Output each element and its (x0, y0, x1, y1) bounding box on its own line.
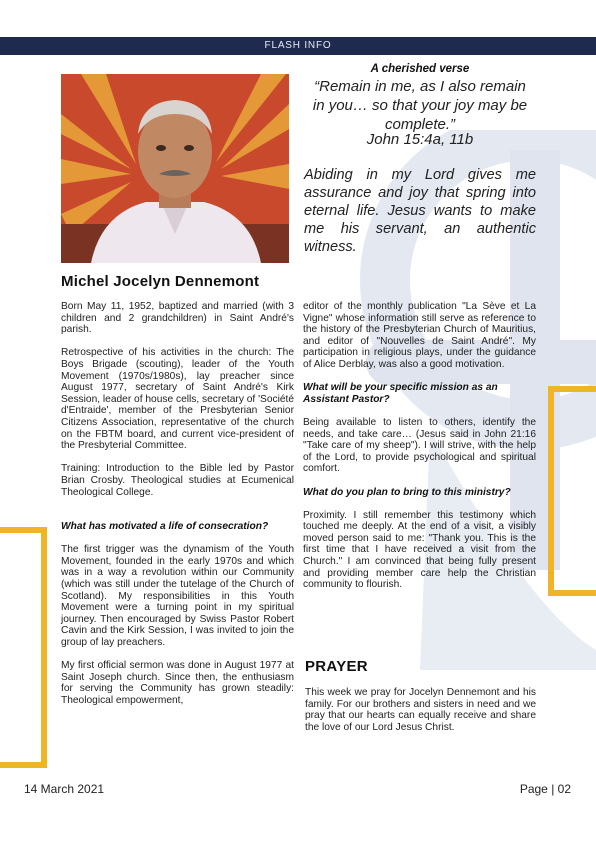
paragraph-mission: Being available to listen to others, identify the needs, and take care… (Jesus said in John 21:16 "Take care of my sheep"). I will strive, with the help of the Lord, to provide psychological and spiritual comfort. (303, 416, 536, 475)
verse-line: complete.” (384, 116, 456, 133)
prayer-text: This week we pray for Jocelyn Dennemont and his family. For our brothers and sisters in need and we pray that our hearts can equally receive and share the love of our Lord Jesus Christ. (305, 687, 536, 733)
paragraph-retrospective: Retrospective of his activities in the church: The Boys Brigade (scouting), leader of the Youth Movement (1970s/1980s), lay preacher since August 1977, secretary of Saint André's Kirk Session, leader of house cells, secretary of 'Société d'Entraide', member of the Presbyterian Senior Citizens Association, representative of the church on the FBTM board, and current vice-president of the Presbyterial Committee. (61, 347, 294, 452)
paragraph-first-sermon: My first official sermon was done in August 1977 at Saint Joseph church. Since then, the enthusiasm for serving the Community has grown steadily: Theological empowerment, (61, 660, 294, 706)
verse-line: in you… so that your joy may be (312, 97, 528, 114)
question-ministry: What do you plan to bring to this ministry? (303, 486, 511, 498)
verse-line: “Remain in me, as I also remain (314, 78, 526, 95)
footer-page-number: Page | 02 (519, 782, 571, 796)
accent-bar-left-bottom (0, 762, 47, 768)
verse-heading: A cherished verse (370, 63, 470, 75)
banner-title: FLASH INFO (264, 40, 332, 51)
paragraph-trigger: The first trigger was the dynamism of the Youth Movement, founded in the early 1970s and which was in a way a revolution within our Community (which was still under the tutelage of the Church of Scotland). My responsibilities in this Youth Movement were a turning point in my spiritual journey. Then encouraged by Swiss Pastor Robert Cavin and the Kirk Session, I was invited to join the group of lay preachers. (61, 544, 294, 649)
accent-bar-left-side (41, 527, 47, 768)
accent-bar-right-bottom (548, 590, 596, 596)
verse-text (303, 77, 537, 134)
paragraph-birth: Born May 11, 1952, baptized and married (with 3 children and 2 grandchildren) in Saint André's parish. (61, 301, 294, 336)
paragraph-editor: editor of the monthly publication "La Sève et La Vigne" whose information still serve as reference to the history of the Presbyterian Church of Mauritius, and editor of "Nouvelles de Saint André". My participation in religious plays, under the guidance of Alice Derblay, was also a good motivation. (303, 301, 536, 370)
accent-bar-right-side (548, 386, 554, 596)
accent-bar-right-top (548, 386, 596, 392)
paragraph-proximity: Proximity. I still remember this testimony which touched me deeply. At the end of a visit, a visibly moved person said to me: "Thank you. This is the first time that I have received a visit from the Church." I am convinced that being fully present and providing member care help the Christian community to flourish. (303, 509, 536, 591)
left-column (61, 301, 294, 707)
right-column (303, 301, 536, 591)
prayer-heading: PRAYER (305, 658, 368, 675)
paragraph-training: Training: Introduction to the Bible led by Pastor Brian Crosby. Theological studies at Ecumenical Theological College. (61, 463, 294, 498)
profile-name: Michel Jocelyn Dennemont (61, 273, 260, 290)
verse-reference: John 15:4a, 11b (366, 131, 474, 148)
accent-bar-left-top (0, 527, 47, 533)
footer-date: 14 March 2021 (24, 782, 105, 796)
testimony-quote: Abiding in my Lord gives me assurance and joy that spring into eternal life. Jesus wants to make me his servant, an authentic witness. (304, 167, 536, 255)
question-motivation: What has motivated a life of consecration? (61, 521, 269, 533)
prayer-box (305, 687, 536, 733)
question-mission: What will be your specific mission as an Assistant Pastor? (303, 382, 498, 405)
portrait-photo (61, 74, 289, 263)
flash-info-banner (0, 37, 596, 55)
